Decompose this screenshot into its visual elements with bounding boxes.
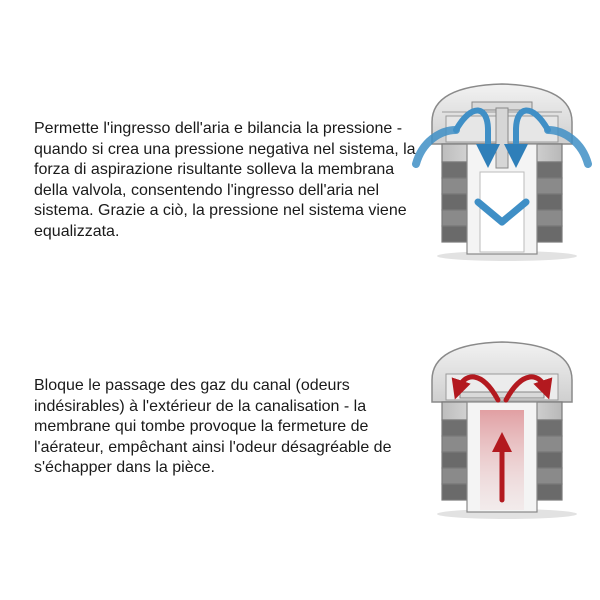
gas-block-section <box>0 300 600 600</box>
air-intake-description: Permette l'ingresso dell'aria e bilancia la pressione - quando si crea una pressione negativa nel sistema, la forza di aspirazione risultante solleva la membrana della valvola, consentendo l'ingresso dell'aria nel sistema. Grazie a ciò, la pressione nel sistema viene equalizzata. <box>34 120 416 240</box>
gas-block-description: Bloque le passage des gaz du canal (odeurs indésirables) à l'extérieur de la canalisation - la membrane qui tombe provoque la fermeture de l'aérateur, empêchant ainsi l'odeur désagréable de s'échapper dans la pièce. <box>34 377 392 476</box>
valve-closed-gas-icon <box>412 330 594 520</box>
valve-open-airflow-icon <box>412 72 594 262</box>
